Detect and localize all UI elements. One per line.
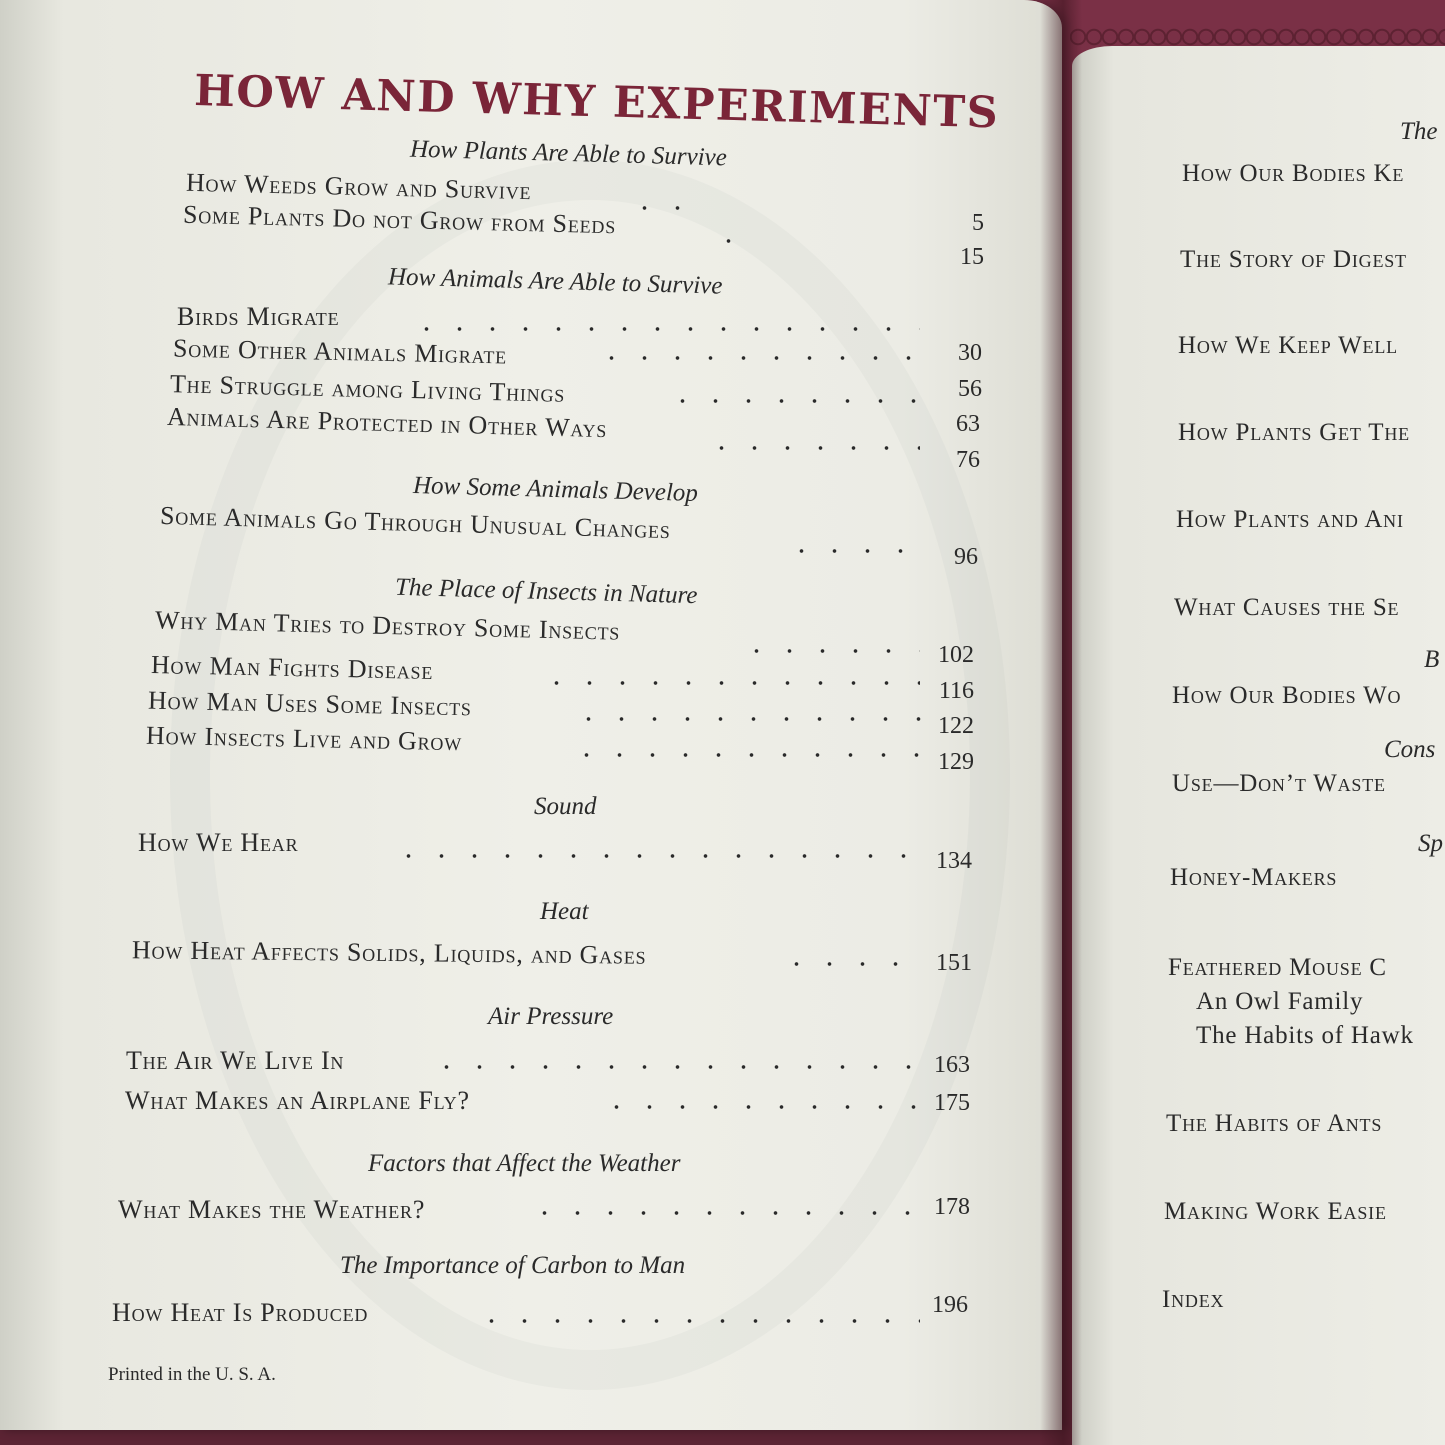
section-heading: Air Pressure: [488, 1003, 614, 1030]
page-number: 76: [956, 447, 980, 473]
dot-leader: [540, 680, 920, 686]
toc-entry: Birds Migrate: [177, 302, 340, 331]
page-number: 134: [936, 848, 972, 874]
toc-entry: How Our Bodies Wo: [1172, 682, 1402, 709]
section-heading: Sp: [1418, 830, 1443, 857]
page-number: 63: [956, 411, 980, 437]
dot-leader: [666, 398, 921, 404]
page-number: 56: [958, 376, 982, 402]
toc-subentry: The Habits of Hawk: [1196, 1022, 1414, 1049]
page-number: 122: [938, 713, 974, 739]
printed-in-footer: Printed in the U. S. A.: [108, 1364, 276, 1385]
toc-entry: What Causes the Se: [1174, 594, 1400, 621]
page-number: 178: [934, 1194, 970, 1220]
toc-entry: How Weeds Grow and Survive: [185, 167, 532, 206]
toc-entry: The Struggle among Living Things: [169, 369, 566, 408]
toc-subentry: An Owl Family: [1196, 988, 1364, 1015]
page-number: 129: [938, 749, 974, 775]
dot-leader: [528, 1210, 920, 1216]
page-number: 163: [934, 1052, 970, 1078]
toc-entry: The Story of Digest: [1180, 246, 1407, 273]
page-number: 151: [936, 950, 972, 976]
dot-leader: [430, 1064, 920, 1070]
toc-entry: What Makes the Weather?: [118, 1195, 426, 1224]
toc-entry: Making Work Easie: [1164, 1198, 1387, 1225]
toc-entry: Use—Don’t Waste: [1172, 770, 1386, 797]
toc-entry: The Air We Live In: [126, 1046, 345, 1075]
toc-entry: The Habits of Ants: [1166, 1110, 1383, 1137]
toc-entry: Some Animals Go Through Unusual Changes: [159, 500, 672, 545]
toc-entry: What Makes an Airplane Fly?: [125, 1086, 470, 1115]
dot-leader: [570, 752, 920, 758]
toc-entry: How Plants Get The: [1178, 419, 1410, 446]
toc-entry: How Man Fights Disease: [150, 650, 434, 685]
dot-leader: [780, 961, 920, 967]
section-heading: How Animals Are Able to Survive: [387, 263, 723, 300]
section-heading: How Some Animals Develop: [412, 472, 699, 507]
page-number: 96: [954, 544, 978, 570]
dot-leader: [572, 716, 922, 722]
right-page: [1072, 46, 1445, 1445]
toc-entry: How Insects Live and Grow: [145, 720, 463, 757]
toc-entry: How Plants and Ani: [1176, 506, 1404, 533]
toc-entry: How Man Uses Some Insects: [147, 685, 473, 722]
section-heading: The Place of Insects in Nature: [394, 573, 698, 610]
dot-leader: [785, 548, 920, 554]
dot-leader: [600, 1104, 920, 1110]
toc-entry: How Heat Affects Solids, Liquids, and Gases: [131, 935, 647, 970]
toc-entry: How We Hear: [138, 828, 299, 857]
section-heading: Cons: [1384, 736, 1436, 763]
dot-leader: [712, 238, 742, 244]
dot-leader: [475, 1318, 920, 1324]
toc-entry: How Our Bodies Ke: [1182, 160, 1405, 187]
toc-entry: Animals Are Protected in Other Ways: [166, 401, 608, 444]
section-heading: B: [1424, 646, 1440, 673]
section-heading: The: [1400, 118, 1438, 145]
section-heading: Factors that Affect the Weather: [368, 1150, 681, 1177]
page-number: 102: [938, 642, 974, 668]
dot-leader: [410, 326, 920, 332]
book-gutter: [1040, 0, 1082, 1445]
page-number: 15: [960, 244, 984, 270]
section-heading: The Importance of Carbon to Man: [340, 1252, 686, 1279]
toc-entry: Feathered Mouse C: [1168, 954, 1387, 981]
page-number: 5: [972, 210, 984, 236]
section-heading: Sound: [534, 793, 597, 820]
dot-leader: [595, 355, 920, 361]
toc-entry: How Heat Is Produced: [112, 1298, 369, 1327]
toc-entry: Honey-Makers: [1170, 864, 1338, 891]
toc-entry: Some Other Animals Migrate: [172, 333, 508, 370]
page-number: 116: [938, 678, 974, 704]
page-title: HOW AND WHY EXPERIMENTS: [193, 66, 1000, 139]
page-number: 175: [934, 1090, 970, 1116]
toc-entry: Index: [1162, 1286, 1225, 1313]
toc-entry: Some Plants Do not Grow from Seeds: [182, 199, 617, 240]
dot-leader: [740, 648, 920, 654]
page-number: 30: [958, 340, 982, 366]
dot-leader: [392, 853, 922, 859]
page-number: 196: [932, 1292, 968, 1318]
toc-entry: Why Man Tries to Destroy Some Insects: [154, 605, 621, 646]
dot-leader: [705, 445, 920, 451]
dot-leader: [628, 205, 698, 211]
section-heading: Heat: [540, 898, 589, 925]
section-heading: How Plants Are Able to Survive: [409, 135, 728, 172]
toc-entry: How We Keep Well: [1178, 332, 1398, 359]
